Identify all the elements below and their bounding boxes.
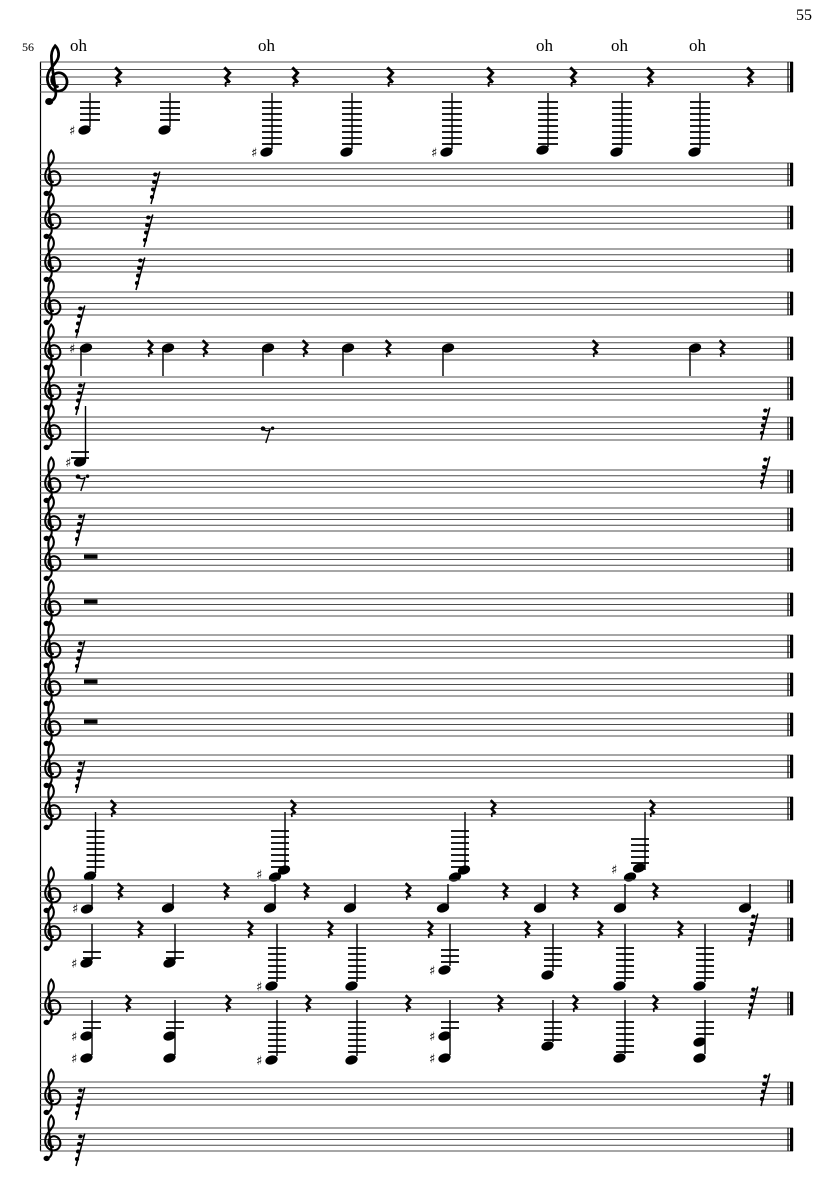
sharp-accidental: ♯ (69, 124, 76, 139)
whole-rest (84, 719, 98, 723)
note (613, 884, 628, 914)
sixty-fourth-rest (75, 1088, 85, 1121)
sixty-fourth-rest (760, 408, 770, 441)
sixty-fourth-rest (150, 172, 160, 205)
treble-clef-icon (44, 1070, 61, 1116)
staff (40, 325, 793, 377)
note (261, 342, 276, 376)
note (611, 812, 649, 883)
treble-clef-icon (44, 1116, 61, 1162)
whole-rest (84, 599, 98, 603)
staff (40, 280, 793, 339)
note (256, 812, 291, 883)
staff (40, 906, 793, 996)
note (540, 1000, 562, 1052)
staff (40, 151, 793, 205)
treble-clef-icon (44, 701, 61, 747)
lyric-syllable: oh (536, 36, 553, 55)
treble-clef-icon (44, 194, 61, 240)
sharp-accidental: ♯ (431, 146, 438, 161)
sharp-accidental: ♯ (611, 863, 618, 878)
staff (40, 701, 793, 747)
notehead (623, 871, 638, 883)
note (535, 93, 558, 156)
sharp-accidental: ♯ (72, 902, 79, 917)
note (69, 93, 100, 139)
staff (40, 405, 793, 472)
note (157, 93, 180, 136)
sixty-fourth-rest (75, 514, 85, 547)
lyric-syllable: oh (258, 36, 275, 55)
staff (40, 536, 793, 582)
treble-clef-icon (44, 980, 61, 1026)
sharp-accidental: ♯ (71, 1030, 78, 1045)
note (72, 884, 94, 917)
staff (40, 496, 793, 547)
note (341, 342, 356, 376)
treble-clef-icon (44, 536, 61, 582)
note (609, 93, 632, 158)
sixty-fourth-rest (748, 987, 758, 1020)
note (688, 342, 703, 376)
staff (40, 194, 793, 248)
note (540, 924, 562, 981)
note (429, 924, 459, 979)
staff (40, 661, 793, 707)
treble-clef-icon (44, 280, 61, 326)
measure-number: 56 (22, 40, 34, 54)
sharp-accidental: ♯ (429, 1052, 436, 1067)
note (256, 924, 286, 995)
note (71, 924, 101, 972)
treble-clef-icon (45, 46, 67, 105)
sixty-fourth-rest (760, 1074, 770, 1107)
staff (40, 581, 793, 627)
staff (40, 868, 793, 918)
note (448, 812, 472, 883)
staff (40, 1070, 793, 1121)
dotted-eighth-rest (76, 474, 90, 491)
note (251, 93, 282, 161)
staff (40, 623, 793, 674)
treble-clef-icon (44, 581, 61, 627)
note (533, 884, 548, 914)
note (429, 1000, 459, 1067)
treble-clef-icon (44, 151, 61, 197)
note (69, 342, 93, 376)
note (692, 924, 714, 992)
sixty-fourth-rest (135, 258, 145, 291)
lyric-syllable: oh (70, 36, 87, 55)
treble-clef-icon (44, 743, 61, 789)
staff (40, 457, 793, 504)
staff (40, 980, 793, 1070)
sharp-accidental: ♯ (71, 1052, 78, 1067)
note (263, 884, 278, 914)
sharp-accidental: ♯ (429, 964, 436, 979)
note (441, 342, 456, 376)
note (65, 406, 89, 471)
sixty-fourth-rest (143, 215, 153, 248)
note (339, 93, 362, 158)
sixty-fourth-rest (75, 761, 85, 794)
whole-rest (84, 679, 98, 683)
note (343, 884, 358, 914)
sixty-fourth-rest (75, 306, 85, 339)
lyric-syllable: oh (611, 36, 628, 55)
note (161, 342, 176, 376)
treble-clef-icon (44, 237, 61, 283)
note (162, 924, 184, 969)
sharp-accidental: ♯ (256, 1054, 263, 1069)
note (83, 812, 105, 882)
sharp-accidental: ♯ (256, 868, 263, 883)
treble-clef-icon (44, 785, 61, 831)
note (738, 884, 753, 914)
sharp-accidental: ♯ (71, 957, 78, 972)
note (431, 93, 462, 161)
staff (40, 46, 793, 161)
staff (40, 743, 793, 794)
note (344, 1000, 366, 1066)
page-number: 55 (796, 7, 812, 24)
treble-clef-icon (44, 365, 61, 411)
staff (40, 237, 793, 291)
sharp-accidental: ♯ (256, 980, 263, 995)
note (687, 93, 710, 158)
sixty-fourth-rest (75, 641, 85, 674)
sharp-accidental: ♯ (429, 1030, 436, 1045)
note (161, 884, 176, 914)
sharp-accidental: ♯ (65, 456, 72, 471)
note (71, 1000, 101, 1067)
note (436, 884, 451, 914)
lyric-syllable: oh (689, 36, 706, 55)
sixty-fourth-rest (760, 457, 770, 490)
sixty-fourth-rest (75, 383, 85, 416)
treble-clef-icon (44, 405, 61, 451)
staff (40, 1116, 793, 1167)
sharp-accidental: ♯ (69, 342, 76, 357)
sharp-accidental: ♯ (251, 146, 258, 161)
note (256, 1000, 286, 1069)
note (344, 924, 366, 992)
staff (40, 785, 793, 884)
note (612, 924, 634, 992)
treble-clef-icon (44, 325, 61, 371)
staff (40, 365, 793, 416)
sixty-fourth-rest (75, 1134, 85, 1167)
whole-rest (84, 554, 98, 558)
